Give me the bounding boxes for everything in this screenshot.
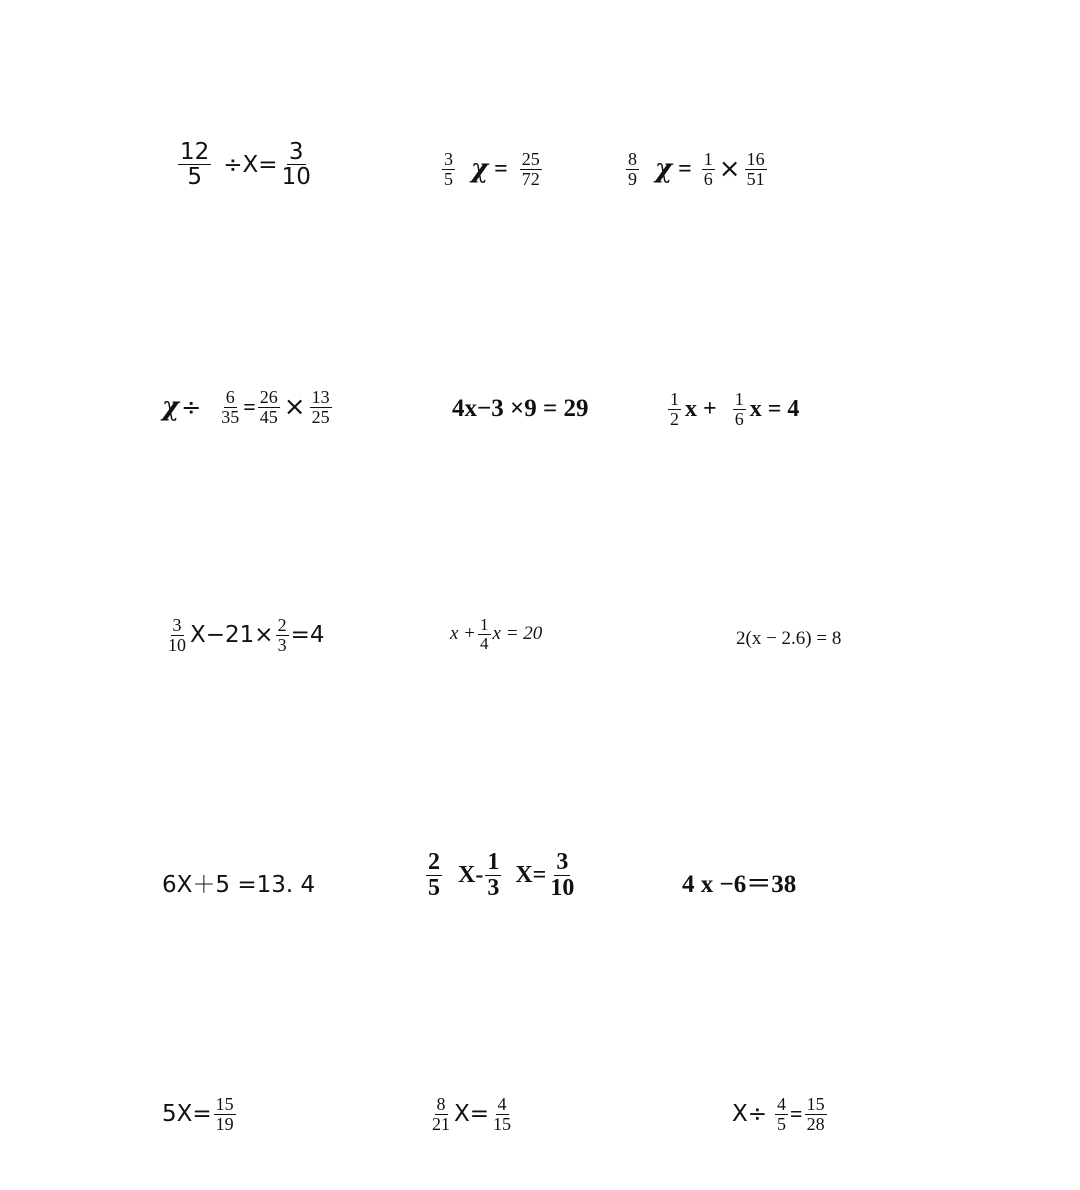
- variable-chi: χ: [471, 154, 489, 185]
- equation-2: [440, 150, 544, 189]
- fraction: $\frac{13}{25}$: [311, 387, 330, 427]
- equation-text: x +: [450, 623, 477, 645]
- equation-14: [428, 1095, 515, 1134]
- fraction: $\frac{25}{72}$: [521, 149, 540, 189]
- fraction: $\frac{3}{10}$: [168, 615, 186, 655]
- equals-sign: =: [494, 155, 508, 182]
- equation-5: [452, 395, 589, 423]
- equation-8: [450, 616, 542, 653]
- equation-text: X-: [458, 862, 484, 889]
- fraction: $\frac{26}{45}$: [259, 387, 278, 427]
- fraction: $\frac{15}{28}$: [806, 1094, 825, 1134]
- fraction: $\frac{4}{15}$: [493, 1094, 512, 1134]
- equation-text: x +: [685, 395, 717, 422]
- equation-6: [666, 390, 799, 429]
- equals-sign: =: [790, 1101, 803, 1127]
- equation-12: [682, 864, 796, 900]
- equation-11: [424, 850, 578, 901]
- fraction: $\frac{1}{4}$: [480, 615, 489, 653]
- equation-15: [732, 1095, 829, 1134]
- equation-text: 5X=: [162, 1101, 212, 1128]
- fraction: $\frac{1}{6}$: [734, 389, 744, 429]
- equation-text: 4 x −6＝38: [682, 871, 797, 898]
- fraction: $\frac{2}{3}$: [277, 615, 287, 655]
- equation-text: X−21×: [190, 622, 274, 649]
- variable-chi: χ: [655, 154, 673, 185]
- equation-text: x = 4: [749, 395, 800, 422]
- fraction: $\frac{8}{9}$: [628, 149, 637, 189]
- equation-7: [164, 616, 324, 655]
- equation-10: [162, 866, 315, 899]
- equals-sign: =: [678, 155, 692, 182]
- fraction: $\frac{2}{5}$: [428, 849, 440, 902]
- equals-sign: =: [243, 394, 256, 420]
- fraction: $\frac{6}{35}$: [221, 387, 240, 427]
- equation-text: X÷: [732, 1101, 768, 1128]
- equation-13: [162, 1095, 238, 1134]
- fraction: $\frac{3}{5}$: [444, 149, 453, 189]
- fraction: $\frac{1}{3}$: [487, 849, 500, 902]
- times-sign: ×: [718, 154, 741, 185]
- fraction: $\frac{12}{5}$: [180, 139, 210, 191]
- fraction: $\frac{3}{10}$: [550, 849, 575, 902]
- equation-text: 2(x − 2.6) = 8: [736, 628, 842, 649]
- fraction: $\frac{1}{2}$: [670, 389, 679, 429]
- fraction: $\frac{16}{51}$: [746, 149, 765, 189]
- equation-text: x = 20: [492, 623, 543, 645]
- fraction: $\frac{1}{6}$: [703, 149, 713, 189]
- fraction: $\frac{8}{21}$: [432, 1094, 450, 1134]
- fraction: $\frac{3}{10}$: [281, 139, 311, 191]
- equation-text: 6X＋5 =13. 4: [162, 872, 316, 898]
- equation-9: [736, 628, 841, 650]
- variable-chi: χ: [162, 392, 180, 423]
- divide-sign: ÷: [181, 393, 202, 422]
- fraction: $\frac{4}{5}$: [777, 1094, 787, 1134]
- fraction: $\frac{15}{19}$: [215, 1094, 234, 1134]
- times-sign: ×: [283, 392, 306, 423]
- equation-4: [162, 388, 334, 427]
- equation-3: [624, 150, 769, 189]
- equation-text: 4x−3 ×9 = 29: [452, 395, 589, 422]
- equation-text: X=: [515, 862, 547, 889]
- equation-1: [176, 140, 315, 189]
- equation-text: X=: [454, 1101, 490, 1128]
- operator-text: ÷X=: [223, 151, 278, 178]
- equation-text: =4: [290, 622, 325, 649]
